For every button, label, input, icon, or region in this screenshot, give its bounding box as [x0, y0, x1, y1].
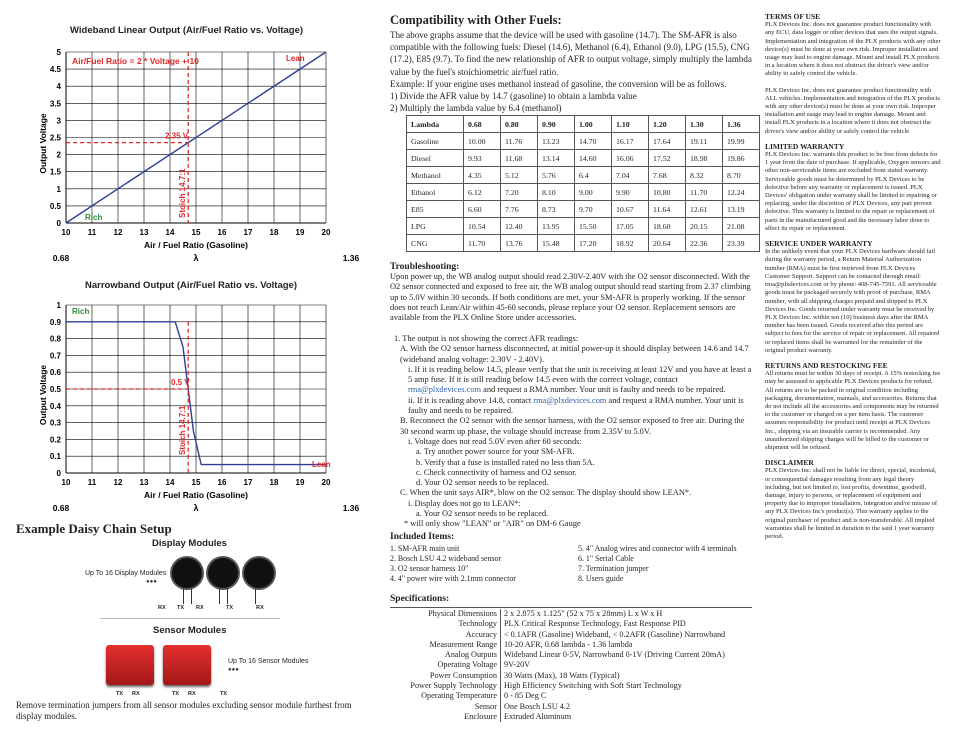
- table-cell: 17.05: [612, 218, 649, 235]
- stoich-label: Stoich 14.7:1: [178, 405, 188, 455]
- sensor-rx-1: RX: [132, 691, 140, 697]
- x-tick-label: 18: [269, 478, 279, 487]
- y-tick-label: 0: [56, 469, 61, 478]
- trouble-step-1a-i-end: and request a RMA number. Your unit is faulty and needs to be repaired.: [483, 385, 726, 395]
- table-cell: 19.86: [723, 150, 760, 167]
- specs-top-rule: [390, 607, 752, 608]
- sensor-count-label: Up To 16 Sensor Modules: [228, 658, 309, 665]
- table-row: [407, 184, 760, 201]
- service-title: SERVICE UNDER WARRANTY: [765, 239, 873, 249]
- table-cell: 13.95: [538, 218, 575, 235]
- gauge-2: [208, 558, 238, 588]
- sensor-modules-heading: Sensor Modules: [153, 625, 227, 636]
- table-cell: 1.20: [649, 116, 686, 133]
- table-cell: Lambda: [407, 116, 464, 133]
- trouble-step-1b-a: a. Try another power source for your SM-AFR.: [416, 447, 575, 457]
- included-item: 7. Termination jumper: [578, 563, 649, 573]
- spec-label: Physical Dimensions: [390, 609, 501, 619]
- x-tick-label: 17: [243, 478, 253, 487]
- table-cell: 6.12: [464, 184, 501, 201]
- warranty-text: PLX Devices Inc. warrants this product to be free from defects for 1 year from the date of purchase. If applicable, Oxygen sensors and other non-serviceable items are excluded from stated warranty. Serviceable goods must be determined by PLX Devices to be defective before any warranty or replacement is issued. PLX Devices' obligation under warranty shall be limited to repairing or replacing, under the discretion of PLX Devices, any part proven defective. This warranty is limited to the repair or replacement of parts in the manufactured good and the necessary labor done to affect its repair or replacement.: [765, 151, 941, 232]
- table-cell: 9.00: [575, 184, 612, 201]
- display-wire-5: [255, 588, 256, 604]
- included-title: [390, 532, 454, 542]
- y-tick-label: 1.5: [49, 167, 61, 177]
- trouble-step-1c: C. When the unit says AIR*, blow on the O2 sensor. The display should show LEAN*.: [400, 488, 692, 498]
- table-cell: 7.04: [612, 167, 649, 184]
- spec-value: < 0.1AFR (Gasoline) Wideband, < 0.2AFR (Gasoline) Narrowband: [504, 629, 726, 639]
- spec-label: Operating Voltage: [390, 660, 501, 670]
- wideband-chart: [0, 40, 370, 265]
- table-cell: 9.93: [464, 150, 501, 167]
- table-cell: 14.60: [575, 150, 612, 167]
- display-rx-3: RX: [256, 605, 264, 611]
- compatibility-step-1: 1) Divide the AFR value by 14.7 (gasoline) to obtain a lambda value: [390, 91, 637, 102]
- wideband-chart-title: Wideband Linear Output (Air/Fuel Ratio vs. Voltage): [70, 25, 304, 36]
- spec-label: Operating Temperature: [390, 691, 501, 701]
- table-cell: 10.54: [464, 218, 501, 235]
- table-cell: 11.76: [501, 133, 538, 150]
- table-cell: E85: [407, 201, 464, 218]
- trouble-step-1a-i: [390, 365, 752, 396]
- table-row: [407, 201, 760, 218]
- table-cell: 0.68: [464, 116, 501, 133]
- table-cell: 16.17: [612, 133, 649, 150]
- spec-row: [390, 671, 728, 681]
- table-cell: 13.76: [501, 235, 538, 252]
- table-cell: 12.24: [723, 184, 760, 201]
- table-cell: 6.4: [575, 167, 612, 184]
- display-modules-heading: Display Modules: [152, 538, 227, 549]
- spec-row: [390, 609, 728, 619]
- y-tick-label: 0.8: [49, 334, 61, 344]
- table-cell: 1.36: [723, 116, 760, 133]
- rich-label: Rich: [72, 307, 90, 316]
- table-cell: 4.35: [464, 167, 501, 184]
- trouble-footnote: * will only show "LEAN" or "AIR" on DM-6 Gauge: [404, 519, 581, 529]
- gauge-3: [244, 558, 274, 588]
- x-tick-label: 20: [321, 478, 331, 487]
- x-tick-label: 11: [87, 478, 97, 487]
- included-item: 2. Bosch LSU 4.2 wideband sensor: [390, 553, 502, 563]
- trouble-step-1b-d: d. Your O2 sensor needs to be replaced.: [416, 478, 549, 488]
- table-row: [407, 133, 760, 150]
- trouble-step-1: 1. The output is not showing the correct AFR readings:: [394, 334, 579, 343]
- y-tick-label: 0.3: [49, 418, 61, 428]
- display-wire-3: [219, 588, 220, 604]
- y-tick-label: 1: [56, 184, 61, 194]
- x-tick-label: 13: [139, 228, 149, 237]
- x-tick-label: 15: [191, 478, 201, 487]
- returns-title: RETURNS AND RESTOCKING FEE: [765, 360, 888, 370]
- lambda-min-label: 0.68: [52, 503, 70, 513]
- table-cell: 1.10: [612, 116, 649, 133]
- y-tick-label: 0.5: [49, 201, 61, 211]
- table-cell: 23.39: [723, 235, 760, 252]
- sensor-ellipsis: ●●●: [228, 667, 239, 673]
- sensor-tx-1: TX: [116, 691, 124, 697]
- specs-heading: Specifications:: [390, 594, 450, 604]
- trouble-step-1b: B. Reconnect the O2 sensor with the sensor harness, with the O2 sensor exposed to free air. During the 30 second warm up phase, the voltage should increase from 2.35V to 5.0V.: [400, 416, 745, 436]
- spec-value: Extruded Aluminum: [504, 711, 572, 721]
- table-row: [407, 167, 760, 184]
- table-cell: 15.48: [538, 235, 575, 252]
- table-cell: 11.68: [501, 150, 538, 167]
- spec-row: [390, 619, 728, 629]
- y-tick-label: 0.5: [49, 385, 61, 394]
- x-axis-label: Air / Fuel Ratio (Gasoline): [144, 240, 248, 250]
- rma-email-link-2[interactable]: rma@plxdevices.com: [533, 395, 607, 405]
- warranty-title: LIMITED WARRANTY: [765, 141, 845, 151]
- formula-label: Air/Fuel Ratio = 2 * Voltage + 10: [72, 56, 199, 66]
- spec-label: Enclosure: [390, 712, 501, 722]
- compatibility-example: Example: If your engine uses methanol instead of gasoline, the conversion will be as follows.: [390, 78, 727, 89]
- x-tick-label: 13: [139, 478, 149, 487]
- spec-label: Measurement Range: [390, 640, 501, 650]
- table-cell: 5.12: [501, 167, 538, 184]
- table-header-row: [407, 116, 760, 133]
- x-tick-label: 12: [113, 478, 123, 487]
- specifications-table: [390, 609, 728, 722]
- table-cell: 17.64: [649, 133, 686, 150]
- y-tick-label: 5: [56, 48, 61, 57]
- table-cell: 17.20: [575, 235, 612, 252]
- lean-label: Lean: [312, 460, 331, 469]
- table-cell: 12.40: [501, 218, 538, 235]
- spec-value: Wideband Linear 0-5V, Narrowband 0-1V (Driving Current 20mA): [504, 650, 725, 660]
- y-tick-label: 2: [56, 150, 61, 160]
- lambda-symbol: λ: [193, 253, 199, 263]
- table-cell: 18.60: [649, 218, 686, 235]
- table-cell: 8.70: [723, 167, 760, 184]
- y-tick-label: 3.5: [49, 99, 61, 109]
- table-cell: 5.76: [538, 167, 575, 184]
- display-wire-1: [183, 588, 184, 604]
- troubleshooting-title: Troubleshooting:: [390, 262, 460, 272]
- troubleshooting-section: [390, 262, 752, 323]
- x-tick-label: 15: [191, 228, 201, 237]
- table-cell: 17.52: [649, 150, 686, 167]
- sensor-tx-2: TX: [172, 691, 180, 697]
- sensor-tx-3: TX: [220, 691, 228, 697]
- x-tick-label: 17: [243, 228, 253, 237]
- service-text: In the unlikely event that your PLX Devices hardware should fail during the warranty period, a Return Material Authorization number (RMA) must be first retrieved from PLX Devices Customer Support. Support can be contacted through email: rma@plxdevices.com or by phone: 408-745-7591. All serviceable goods must be packaged securely with proof of purchase, RMA number, with all shipping charges prepaid and shipped to PLX Devices Inc. Goods returned under warranty must be received by PLX Devices Inc. within ten (10) business days after the RMA number has been issued. Goods received after this period are subject to fees for the service of repair or replacement. All repaired or replaced items shall be warranted for the remainder of the original product warranty.: [765, 248, 940, 354]
- fuel-conversion-table: [406, 115, 760, 252]
- table-cell: 9.70: [575, 201, 612, 218]
- y-tick-label: 1: [56, 301, 61, 310]
- table-cell: 8.32: [686, 167, 723, 184]
- x-tick-label: 20: [321, 228, 331, 237]
- spec-label: Power Supply Technology: [390, 681, 501, 691]
- spec-value: PLX Critical Response Technology, Fast Response PID: [504, 619, 686, 629]
- included-item: 6. 1" Serial Cable: [578, 553, 634, 563]
- sensor-rx-2: RX: [188, 691, 196, 697]
- spec-label: Analog Outputs: [390, 650, 501, 660]
- included-item: 5. 4" Analog wires and connector with 4 terminals: [578, 544, 737, 553]
- x-tick-label: 14: [165, 228, 175, 237]
- table-cell: 8.73: [538, 201, 575, 218]
- table-cell: 1.30: [686, 116, 723, 133]
- display-ellipsis: ●●●: [146, 579, 157, 585]
- x-tick-label: 11: [87, 228, 97, 237]
- trouble-step-1a-ii-end: and request a RMA number. Your unit is faulty and needs to be repaired.: [408, 395, 744, 416]
- table-cell: 10.00: [464, 133, 501, 150]
- spec-row: [390, 691, 728, 701]
- legal-column: [765, 13, 941, 541]
- table-cell: LPG: [407, 218, 464, 235]
- table-cell: 9.90: [612, 184, 649, 201]
- table-row: [407, 235, 760, 252]
- lambda-max-label: 1.36: [342, 253, 360, 263]
- compatibility-title: Compatibility with Other Fuels:: [390, 13, 562, 27]
- specs-title: [390, 594, 449, 604]
- trouble-step-1b-c: c. Check connectivity of harness and O2 sensor.: [416, 467, 577, 477]
- y-axis-label: Output Voltage: [38, 113, 48, 174]
- spec-row: [390, 630, 728, 640]
- table-cell: 18.98: [686, 150, 723, 167]
- table-cell: Diesel: [407, 150, 464, 167]
- spec-value: 9V-20V: [504, 660, 531, 670]
- y-tick-label: 0.1: [49, 452, 61, 462]
- returns-text: All returns must be within 30 days of receipt. A 15% restocking fee may be assessed to applicable PLX Devices products for refund. All returns are to be packed in original condition including packaging, documentation, manuals, and accessories. Returns that do not include all the accessories and components may be returned to the customer or charged on a per item basis. The customer assumes responsibility for product until receipt at PLX Devices Inc., shipping via an insurable carrier is recommended. Any unauthorized shipping charges will be billed to the customer or shipment will be refused.: [765, 370, 941, 451]
- table-cell: 20.64: [649, 235, 686, 252]
- table-cell: 12.61: [686, 201, 723, 218]
- trouble-step-1c-a: a. Your O2 sensor needs to be replaced.: [416, 509, 549, 519]
- compatibility-section: [390, 13, 752, 114]
- spec-value: 2 x 2.875 x 1.125" (52 x 75 x 28mm) L x W x H: [504, 609, 663, 618]
- y-tick-label: 0.9: [49, 317, 61, 327]
- x-tick-label: 10: [61, 478, 71, 487]
- stoich-voltage-label: 0.5 V: [171, 378, 190, 387]
- y-tick-label: 2.5: [49, 133, 61, 143]
- included-item: 1. SM-AFR main unit: [390, 544, 460, 553]
- y-tick-label: 0.7: [49, 351, 61, 361]
- stoich-voltage-label: 2.35 V: [165, 131, 189, 141]
- rma-email-link[interactable]: rma@plxdevices.com: [408, 385, 482, 395]
- lean-label: Lean: [286, 54, 305, 63]
- display-wire-2: [191, 588, 192, 604]
- trouble-step-1a: A. With the O2 sensor harness disconnected, at initial power-up it should display between 14.6 and 14.7 (wideband analog voltage: 2.30V - 2.40V).: [400, 344, 749, 364]
- table-cell: 19.99: [723, 133, 760, 150]
- table-cell: 0.80: [501, 116, 538, 133]
- trouble-step-1a-ii: [390, 396, 752, 417]
- table-cell: Methanol: [407, 167, 464, 184]
- disclaimer-text: PLX Devices Inc. shall not be liable for direct, special, incidental, or consequential damages resulting from any legal theory including, but not limited to, lost profits, downtime, goodwill, damage, injury to persons, or replacement of equipment and property due to improper installation, integration and/or misuse of any PLX Devices Inc's product(s). This warranty applies to the original purchaser of product and is non-transferable. All implied warranties shall be limited in duration to the said 1 year warranty period.: [765, 467, 938, 540]
- table-cell: 7.68: [649, 167, 686, 184]
- display-tx-1: TX: [177, 605, 185, 611]
- lambda-symbol: λ: [193, 503, 199, 513]
- sensor-module-2: [163, 645, 211, 685]
- spec-label: Sensor: [390, 702, 501, 712]
- table-cell: 10.67: [612, 201, 649, 218]
- daisy-chain-note: Remove termination jumpers from all sensor modules excluding sensor module furthest from display modules.: [16, 700, 352, 721]
- troubleshooting-steps: [390, 334, 752, 530]
- terms-text-2: PLX Devices Inc. does not guarantee product functionality with ALL vehicles. Implementation and integration of the PLX products with any other device(s) must be done at your own risk. Improper installation and usage may lead to engine damage. Mount and install PLX products in a location where it does not obstruct the driver's view and/or ability or safely control the vehicle: [765, 86, 941, 135]
- table-cell: 22.36: [686, 235, 723, 252]
- y-tick-label: 3: [56, 116, 61, 126]
- spec-value: 10-20 AFR, 0.68 lambda - 1.36 lambda: [504, 639, 633, 649]
- display-wire-4: [227, 588, 228, 604]
- table-cell: 6.60: [464, 201, 501, 218]
- narrowband-chart-title: Narrowband Output (Air/Fuel Ratio vs. Voltage): [85, 280, 298, 291]
- included-list-right: [578, 544, 758, 584]
- x-tick-label: 16: [217, 478, 227, 487]
- table-cell: 10.80: [649, 184, 686, 201]
- table-cell: 21.08: [723, 218, 760, 235]
- x-tick-label: 10: [61, 228, 71, 237]
- table-cell: 20.15: [686, 218, 723, 235]
- table-cell: 13.23: [538, 133, 575, 150]
- trouble-step-1a-ii-text: ii. If it is reading above 14.8, contact: [408, 395, 532, 405]
- table-cell: CNG: [407, 235, 464, 252]
- spec-row: [390, 702, 728, 712]
- daisy-chain-title: Example Daisy Chain Setup: [16, 521, 172, 536]
- spec-value: High Efficiency Switching with Soft Start Technology: [504, 681, 682, 691]
- spec-row: [390, 650, 728, 660]
- terms-text-1: PLX Devices Inc. does not guarantee product functionality with any ECU, data logger or other devices that uses the output signals. Implementation and integration of the PLX products with any other device(s) must be done at your own risk. Improper installation and usage may lead to engine damage. Mount and install PLX products in a location where it does not obstruct the driver's view and/or ability to safely control the vehicle.: [765, 21, 941, 78]
- table-cell: 7.20: [501, 184, 538, 201]
- display-tx-2: TX: [226, 605, 234, 611]
- x-tick-label: 14: [165, 478, 175, 487]
- terms-title: TERMS OF USE: [765, 12, 821, 21]
- display-rx-1: RX: [158, 605, 166, 611]
- table-row: [407, 218, 760, 235]
- table-cell: 16.06: [612, 150, 649, 167]
- included-item: 3. O2 sensor harness 10": [390, 563, 469, 573]
- y-tick-label: 4: [56, 82, 61, 92]
- stoich-label: Stoich 14.7:1: [178, 168, 188, 218]
- x-tick-label: 16: [217, 228, 227, 237]
- spec-label: Accuracy: [390, 630, 501, 640]
- x-tick-label: 19: [295, 228, 305, 237]
- trouble-step-1b-b: b. Verify that a fuse is installed rated no less than 5A.: [416, 457, 595, 467]
- y-tick-label: 0: [56, 219, 61, 228]
- trouble-step-1c-i: i. Display does not go to LEAN*:: [408, 498, 521, 508]
- y-tick-label: 0.6: [49, 368, 61, 378]
- x-tick-label: 18: [269, 228, 279, 237]
- table-cell: 14.70: [575, 133, 612, 150]
- y-tick-label: 0.2: [49, 435, 61, 445]
- spec-row: [390, 712, 728, 722]
- display-rx-2: RX: [196, 605, 204, 611]
- troubleshooting-intro: Upon power up, the WB analog output should read 2.30V-2.40V with the O2 sensor disconnected. With the O2 sensor connected and exposed to free air, the WB analog output should read starting from 2.37 climbing up to 5.0V within 30 seconds. If both conditions are met, your SM-AFR is properly working. If the sensor does not reach Lean/Air within 45-60 seconds, please replace your O2 sensor. Replacement sensors are available from the PLX Online Store under accessories.: [390, 272, 751, 323]
- x-tick-label: 19: [295, 478, 305, 487]
- spec-row: [390, 660, 728, 670]
- y-axis-label: Output Voltage: [38, 364, 48, 426]
- trouble-step-1b-i: i. Voltage does not read 5.0V even after 60 seconds:: [408, 436, 582, 446]
- gauge-1: [172, 558, 202, 588]
- y-tick-label: 0.4: [49, 401, 61, 411]
- spec-value: 0 - 85 Deg C: [504, 691, 547, 701]
- included-heading: Included Items:: [390, 532, 455, 542]
- table-cell: 13.14: [538, 150, 575, 167]
- table-cell: 0.90: [538, 116, 575, 133]
- table-cell: Gasoline: [407, 133, 464, 150]
- included-item: 8. Users guide: [578, 573, 624, 583]
- rich-label: Rich: [85, 213, 103, 222]
- table-row: [407, 150, 760, 167]
- display-count-label: Up To 16 Display Modules: [85, 570, 167, 577]
- trouble-step-1a-i-text: i. If it is reading below 14.5, please verify that the unit is receiving at least 12V and you have at least a 5 amp fuse. If it is still reading below 14.5 even with the correct voltage, contact: [408, 364, 752, 385]
- spec-label: Power Consumption: [390, 671, 501, 681]
- table-cell: Ethanol: [407, 184, 464, 201]
- spec-row: [390, 681, 728, 691]
- table-cell: 1.00: [575, 116, 612, 133]
- narrowband-chart: [0, 295, 370, 520]
- x-axis-label: Air / Fuel Ratio (Gasoline): [144, 490, 248, 500]
- lambda-max-label: 1.36: [342, 503, 360, 513]
- spec-value: 30 Watts (Max), 18 Watts (Typical): [504, 670, 620, 680]
- divider-line: [100, 618, 280, 619]
- table-cell: 7.76: [501, 201, 538, 218]
- table-cell: 18.92: [612, 235, 649, 252]
- lambda-min-label: 0.68: [52, 253, 70, 263]
- spec-label: Technology: [390, 619, 501, 629]
- table-cell: 11.64: [649, 201, 686, 218]
- included-item: 4. 4" power wire with 2.1mm connector: [390, 573, 516, 583]
- spec-row: [390, 640, 728, 650]
- x-tick-label: 12: [113, 228, 123, 237]
- spec-value: One Bosch LSU 4.2: [504, 701, 570, 711]
- sensor-module-1: [106, 645, 154, 685]
- table-cell: 11.70: [464, 235, 501, 252]
- compatibility-text: The above graphs assume that the device will be used with gasoline (14.7). The SM-AFR is also compatible with the following fuels: Diesel (14.6), Methanol (6.4), Ethanol (9.0), LPG (15.5), CNG (17.2), E85 (9.7). To find the new relationship of AFR to output voltage, simply multiply the lambda value by the fuel's stoichiometric air/fuel ratio.: [390, 30, 752, 77]
- included-list-left: [390, 544, 580, 584]
- table-cell: 15.50: [575, 218, 612, 235]
- daisy-chain-diagram: [85, 535, 330, 697]
- table-cell: 19.11: [686, 133, 723, 150]
- table-cell: 13.19: [723, 201, 760, 218]
- y-tick-label: 4.5: [49, 65, 61, 75]
- compatibility-step-2: 2) Multiply the lambda value by 6.4 (methanol): [390, 103, 562, 114]
- table-cell: 11.70: [686, 184, 723, 201]
- disclaimer-title: DISCLAIMER: [765, 458, 814, 468]
- table-cell: 8.10: [538, 184, 575, 201]
